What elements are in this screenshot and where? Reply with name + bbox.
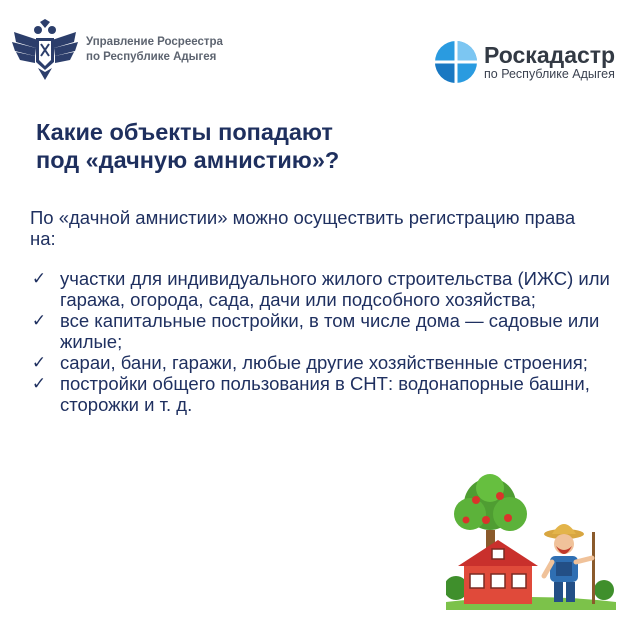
title-line-1: Какие объекты попадают [36, 119, 333, 145]
check-icon: ✓ [31, 353, 47, 372]
garden-house-farmer-icon [446, 470, 616, 610]
intro-text: По «дачной амнистии» можно осуществить регистрацию права на: [30, 207, 576, 249]
page-title [36, 118, 339, 174]
roskadastr-logo [434, 40, 615, 84]
list-item-text: постройки общего пользования в СНТ: водонапорные башни, сторожки и т. д. [60, 373, 590, 415]
list-item-text: участки для индивидуального жилого строительства (ИЖС) или гаража, огорода, сада, дачи или подсобного хозяйства; [60, 268, 610, 310]
eagle-emblem-icon [10, 18, 80, 82]
check-icon: ✓ [31, 311, 47, 330]
roskadastr-region: по Республике Адыгея [484, 66, 615, 81]
check-icon: ✓ [31, 374, 47, 393]
list-item [30, 268, 610, 310]
roskadastr-title: Роскадастр [484, 41, 616, 68]
check-icon: ✓ [31, 269, 47, 288]
list-item [30, 310, 610, 352]
list-item-text: сараи, бани, гаражи, любые другие хозяйственные строения; [60, 352, 588, 373]
rosreestr-logo [10, 18, 223, 82]
list-item [30, 352, 610, 373]
rosreestr-region: по Республике Адыгея [86, 51, 217, 63]
list-item-text: все капитальные постройки, в том числе дома — садовые или жилые; [60, 310, 600, 352]
title-line-2: под «дачную амнистию»? [36, 147, 340, 173]
list-item [30, 373, 610, 415]
object-list [30, 268, 610, 415]
rosreestr-title: Управление Росреестра [86, 36, 223, 48]
roskadastr-logo-icon [434, 40, 478, 84]
